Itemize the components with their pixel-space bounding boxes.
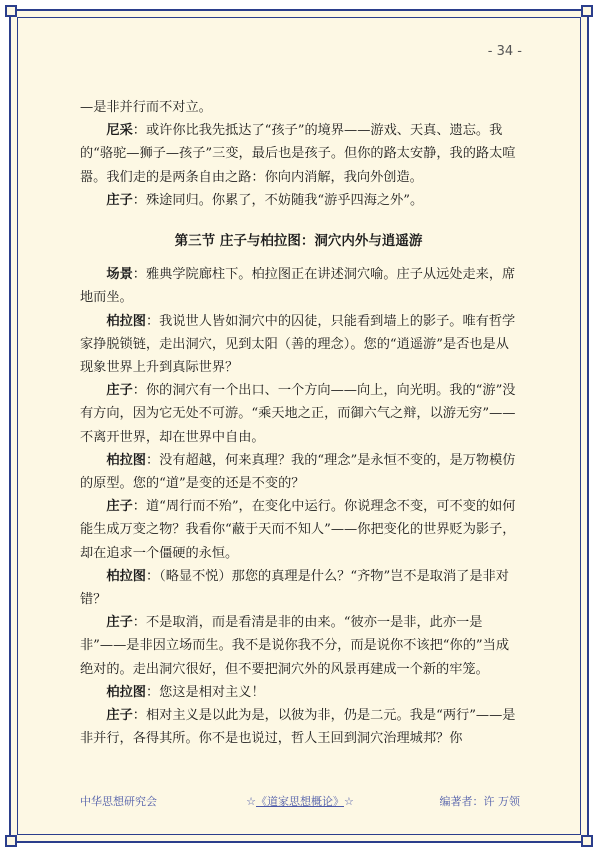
- dialog-paragraph: [80, 449, 517, 495]
- speaker-name: 场景: [106, 267, 133, 283]
- dialog-paragraph: [80, 681, 517, 704]
- dialog-text: 道“周行而不殆”，在变化中运行。你说理念不变，可不变的如何能生成万变之物？我看你“蔽于天而不知人”——你把变化的世界贬为影子，却在追求一个僵硬的永恒。: [80, 499, 516, 561]
- dialog-paragraph: [80, 495, 517, 565]
- speaker-name: 柏拉图: [106, 568, 146, 584]
- border-corner: [581, 5, 593, 17]
- dialog-text: 不是取消，而是看清是非的由来。“彼亦一是非，此亦一是非”——是非因立场而生。我不是说你我不分，而是说你不该把“你的”当成绝对的。走出洞穴很好，但不要把洞穴外的风景再建成一个新的牢笼。: [80, 615, 510, 677]
- speaker-name: 庄子: [106, 499, 133, 515]
- speaker-separator: ：: [132, 267, 146, 283]
- dialog-text: （略显不悦）那您的真理是什么？“齐物”岂不是取消了是非对错？: [80, 568, 509, 608]
- speaker-name: 尼采: [106, 123, 133, 139]
- page-footer: [80, 793, 520, 809]
- dialog-text: 没有超越，何来真理？我的“理念”是永恒不变的，是万物模仿的原型。您的“道”是变的还是不变的？: [80, 452, 516, 492]
- page-number: - 34 -: [487, 44, 522, 59]
- speaker-separator: ：: [132, 708, 146, 724]
- speaker-separator: ：: [132, 499, 146, 515]
- speaker-name: 柏拉图: [106, 452, 146, 468]
- dialog-paragraph: [80, 379, 517, 449]
- speaker-separator: ：: [145, 452, 160, 468]
- dialog-text: 我说世人皆如洞穴中的囚徒，只能看到墙上的影子。唯有哲学家挣脱锁链，走出洞穴，见到太阳（善的理念）。您的“逍遥游”是否也是从现象世界上升到真际世界？: [80, 313, 516, 376]
- speaker-name: 庄子: [106, 615, 133, 631]
- dialog-paragraph: [80, 310, 517, 380]
- border-corner: [5, 5, 17, 17]
- speaker-name: 庄子: [106, 708, 133, 724]
- footer-author: 编著者：许 万领: [439, 795, 520, 808]
- speaker-separator: ：: [145, 313, 160, 329]
- dialog-text: 相对主义是以此为是，以彼为非，仍是二元。我是“两行”——是非并行，各得其所。你不是也说过，哲人王回到洞穴治理城邦？你: [80, 708, 516, 747]
- speaker-name: 柏拉图: [106, 684, 146, 700]
- dialog-text: 或许你比我先抵达了“孩子”的境界——游戏、天真、遗忘。我的“骆驼—狮子—孩子”三变，最后也是孩子。但你的路太安静，我的路太喧嚣。我们走的是两条自由之路：你向内消解，我向外创造。: [80, 123, 516, 185]
- speaker-separator: ：: [132, 383, 146, 399]
- dialog-paragraph: [80, 119, 517, 189]
- footer-book-title[interactable]: ☆《道家思想概论》☆: [246, 795, 354, 808]
- document-body: [80, 96, 517, 750]
- dialog-paragraph: [80, 263, 517, 309]
- speaker-name: 庄子: [106, 192, 133, 208]
- dialog-text: 您这是相对主义！: [159, 684, 265, 700]
- section-title: 第三节 庄子与柏拉图：洞穴内外与逍遥游: [174, 233, 423, 250]
- footer-organization: 中华思想研究会: [80, 795, 157, 808]
- speaker-name: 柏拉图: [106, 313, 146, 329]
- speaker-separator: ：: [145, 568, 160, 584]
- speaker-name: 庄子: [106, 383, 133, 399]
- border-corner: [5, 835, 17, 847]
- dialog-text: 雅典学院廊柱下。柏拉图正在讲述洞穴喻。庄子从远处走来，席地而坐。: [80, 267, 516, 306]
- speaker-separator: ：: [132, 123, 146, 139]
- speaker-separator: ：: [132, 615, 146, 631]
- dialog-text: 你的洞穴有一个出口、一个方向——向上，向光明。我的“游”没有方向，因为它无处不可游。“乘天地之正，而御六气之辩，以游无穷”——不离开世界，却在世界中自由。: [80, 383, 516, 445]
- border-corner: [581, 835, 593, 847]
- dialog-paragraph: [80, 704, 517, 750]
- dialog-paragraph: [80, 189, 517, 212]
- speaker-separator: ：: [132, 192, 146, 208]
- speaker-separator: ：: [145, 684, 160, 700]
- dialog-paragraph: [80, 565, 517, 611]
- dialog-paragraph: [80, 611, 517, 681]
- dialog-text: 殊途同归。你累了，不妨随我“游乎四海之外”。: [145, 192, 424, 208]
- continuation-paragraph: —是非并行而不对立。: [80, 100, 212, 115]
